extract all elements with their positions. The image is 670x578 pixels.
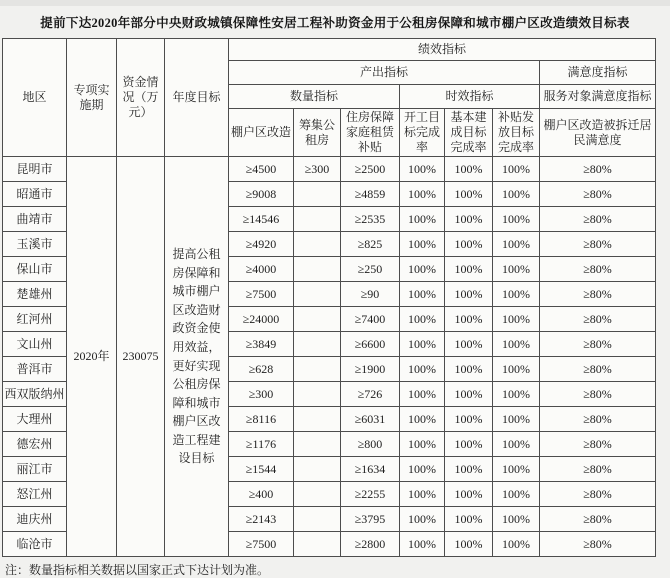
start-rate-cell: 100% xyxy=(400,282,445,307)
satisfaction-cell: ≥80% xyxy=(540,282,656,307)
period-value-cell: 2020年 xyxy=(67,157,117,557)
start-rate-cell: 100% xyxy=(400,357,445,382)
completion-rate-cell: 100% xyxy=(445,482,493,507)
payment-rate-cell: 100% xyxy=(493,532,540,557)
completion-rate-cell: 100% xyxy=(445,307,493,332)
shanty-target-cell: ≥8116 xyxy=(229,407,294,432)
region-cell: 昆明市 xyxy=(3,157,67,182)
satisfaction-cell: ≥80% xyxy=(540,432,656,457)
payment-rate-cell: 100% xyxy=(493,507,540,532)
subsidy-target-cell: ≥250 xyxy=(341,257,400,282)
region-cell: 西双版纳州 xyxy=(3,382,67,407)
payment-rate-cell: 100% xyxy=(493,432,540,457)
shanty-target-cell: ≥7500 xyxy=(229,532,294,557)
header-output: 产出指标 xyxy=(229,61,540,85)
satisfaction-cell: ≥80% xyxy=(540,382,656,407)
completion-rate-cell: 100% xyxy=(445,232,493,257)
rental-target-cell xyxy=(294,507,341,532)
rental-target-cell xyxy=(294,482,341,507)
header-period: 专项实施期 xyxy=(67,39,117,157)
subsidy-target-cell: ≥2255 xyxy=(341,482,400,507)
start-rate-cell: 100% xyxy=(400,532,445,557)
shanty-target-cell: ≥9008 xyxy=(229,182,294,207)
subsidy-target-cell: ≥7400 xyxy=(341,307,400,332)
shanty-target-cell: ≥1176 xyxy=(229,432,294,457)
region-cell: 迪庆州 xyxy=(3,507,67,532)
header-col-start: 开工目标完成率 xyxy=(400,109,445,157)
payment-rate-cell: 100% xyxy=(493,457,540,482)
shanty-target-cell: ≥2143 xyxy=(229,507,294,532)
footnote: 注：数量指标相关数据以国家正式下达计划为准。 xyxy=(5,563,270,577)
region-cell: 保山市 xyxy=(3,257,67,282)
start-rate-cell: 100% xyxy=(400,307,445,332)
payment-rate-cell: 100% xyxy=(493,307,540,332)
subsidy-target-cell: ≥1634 xyxy=(341,457,400,482)
start-rate-cell: 100% xyxy=(400,432,445,457)
payment-rate-cell: 100% xyxy=(493,157,540,182)
table-body xyxy=(3,157,656,557)
satisfaction-cell: ≥80% xyxy=(540,182,656,207)
header-col-subsidy: 住房保障家庭租赁补贴 xyxy=(341,109,400,157)
rental-target-cell: ≥300 xyxy=(294,157,341,182)
start-rate-cell: 100% xyxy=(400,207,445,232)
payment-rate-cell: 100% xyxy=(493,182,540,207)
region-cell: 德宏州 xyxy=(3,432,67,457)
completion-rate-cell: 100% xyxy=(445,157,493,182)
start-rate-cell: 100% xyxy=(400,507,445,532)
region-cell: 玉溪市 xyxy=(3,232,67,257)
satisfaction-cell: ≥80% xyxy=(540,257,656,282)
payment-rate-cell: 100% xyxy=(493,382,540,407)
header-annual-goal: 年度目标 xyxy=(165,39,229,157)
completion-rate-cell: 100% xyxy=(445,207,493,232)
start-rate-cell: 100% xyxy=(400,182,445,207)
shanty-target-cell: ≥1544 xyxy=(229,457,294,482)
header-service-satisfaction: 服务对象满意度指标 xyxy=(540,85,656,109)
header-col-resident-satisfaction: 棚户区改造被拆迁居民满意度 xyxy=(540,109,656,157)
completion-rate-cell: 100% xyxy=(445,357,493,382)
satisfaction-cell: ≥80% xyxy=(540,307,656,332)
completion-rate-cell: 100% xyxy=(445,407,493,432)
rental-target-cell xyxy=(294,207,341,232)
satisfaction-cell: ≥80% xyxy=(540,357,656,382)
region-cell: 文山州 xyxy=(3,332,67,357)
start-rate-cell: 100% xyxy=(400,382,445,407)
completion-rate-cell: 100% xyxy=(445,257,493,282)
region-cell: 丽江市 xyxy=(3,457,67,482)
payment-rate-cell: 100% xyxy=(493,357,540,382)
subsidy-target-cell: ≥2500 xyxy=(341,157,400,182)
shanty-target-cell: ≥3849 xyxy=(229,332,294,357)
region-cell: 红河州 xyxy=(3,307,67,332)
header-timeliness: 时效指标 xyxy=(400,85,540,109)
start-rate-cell: 100% xyxy=(400,232,445,257)
header-satisfaction-group: 满意度指标 xyxy=(540,61,656,85)
start-rate-cell: 100% xyxy=(400,457,445,482)
region-cell: 普洱市 xyxy=(3,357,67,382)
satisfaction-cell: ≥80% xyxy=(540,207,656,232)
region-cell: 楚雄州 xyxy=(3,282,67,307)
region-cell: 昭通市 xyxy=(3,182,67,207)
completion-rate-cell: 100% xyxy=(445,457,493,482)
subsidy-target-cell: ≥6600 xyxy=(341,332,400,357)
shanty-target-cell: ≥4000 xyxy=(229,257,294,282)
rental-target-cell xyxy=(294,182,341,207)
satisfaction-cell: ≥80% xyxy=(540,407,656,432)
subsidy-target-cell: ≥4859 xyxy=(341,182,400,207)
header-col-payment: 补贴发放目标完成率 xyxy=(493,109,540,157)
satisfaction-cell: ≥80% xyxy=(540,157,656,182)
rental-target-cell xyxy=(294,432,341,457)
completion-rate-cell: 100% xyxy=(445,332,493,357)
funds-value-cell: 230075 xyxy=(117,157,165,557)
region-cell: 曲靖市 xyxy=(3,207,67,232)
start-rate-cell: 100% xyxy=(400,332,445,357)
table-row xyxy=(3,157,656,182)
performance-table xyxy=(2,38,656,557)
payment-rate-cell: 100% xyxy=(493,232,540,257)
rental-target-cell xyxy=(294,532,341,557)
start-rate-cell: 100% xyxy=(400,482,445,507)
header-region: 地区 xyxy=(3,39,67,157)
table-header xyxy=(3,39,656,157)
header-col-shanty: 棚户区改造 xyxy=(229,109,294,157)
payment-rate-cell: 100% xyxy=(493,207,540,232)
shanty-target-cell: ≥300 xyxy=(229,382,294,407)
satisfaction-cell: ≥80% xyxy=(540,457,656,482)
subsidy-target-cell: ≥2800 xyxy=(341,532,400,557)
subsidy-target-cell: ≥825 xyxy=(341,232,400,257)
start-rate-cell: 100% xyxy=(400,407,445,432)
subsidy-target-cell: ≥726 xyxy=(341,382,400,407)
completion-rate-cell: 100% xyxy=(445,432,493,457)
rental-target-cell xyxy=(294,282,341,307)
completion-rate-cell: 100% xyxy=(445,182,493,207)
header-col-rental: 筹集公租房 xyxy=(294,109,341,157)
satisfaction-cell: ≥80% xyxy=(540,232,656,257)
subsidy-target-cell: ≥1900 xyxy=(341,357,400,382)
annual-goal-value-cell: 提高公租房保障和城市棚户区改造财政资金使用效益，更好实现公租房保障和城市棚户区改造工程建设目标 xyxy=(165,157,229,557)
rental-target-cell xyxy=(294,407,341,432)
shanty-target-cell: ≥7500 xyxy=(229,282,294,307)
satisfaction-cell: ≥80% xyxy=(540,532,656,557)
payment-rate-cell: 100% xyxy=(493,332,540,357)
shanty-target-cell: ≥14546 xyxy=(229,207,294,232)
payment-rate-cell: 100% xyxy=(493,407,540,432)
completion-rate-cell: 100% xyxy=(445,282,493,307)
subsidy-target-cell: ≥90 xyxy=(341,282,400,307)
payment-rate-cell: 100% xyxy=(493,282,540,307)
shanty-target-cell: ≥24000 xyxy=(229,307,294,332)
rental-target-cell xyxy=(294,382,341,407)
region-cell: 怒江州 xyxy=(3,482,67,507)
payment-rate-cell: 100% xyxy=(493,257,540,282)
completion-rate-cell: 100% xyxy=(445,507,493,532)
satisfaction-cell: ≥80% xyxy=(540,482,656,507)
subsidy-target-cell: ≥800 xyxy=(341,432,400,457)
region-cell: 临沧市 xyxy=(3,532,67,557)
rental-target-cell xyxy=(294,232,341,257)
start-rate-cell: 100% xyxy=(400,157,445,182)
header-quantity: 数量指标 xyxy=(229,85,400,109)
subsidy-target-cell: ≥2535 xyxy=(341,207,400,232)
completion-rate-cell: 100% xyxy=(445,532,493,557)
subsidy-target-cell: ≥6031 xyxy=(341,407,400,432)
rental-target-cell xyxy=(294,257,341,282)
shanty-target-cell: ≥4920 xyxy=(229,232,294,257)
satisfaction-cell: ≥80% xyxy=(540,507,656,532)
region-cell: 大理州 xyxy=(3,407,67,432)
start-rate-cell: 100% xyxy=(400,257,445,282)
rental-target-cell xyxy=(294,332,341,357)
completion-rate-cell: 100% xyxy=(445,382,493,407)
rental-target-cell xyxy=(294,457,341,482)
shanty-target-cell: ≥4500 xyxy=(229,157,294,182)
rental-target-cell xyxy=(294,357,341,382)
subsidy-target-cell: ≥3795 xyxy=(341,507,400,532)
shanty-target-cell: ≥628 xyxy=(229,357,294,382)
page-title: 提前下达2020年部分中央财政城镇保障性安居工程补助资金用于公租房保障和城市棚户区改造绩效目标表 xyxy=(40,16,630,30)
shanty-target-cell: ≥400 xyxy=(229,482,294,507)
satisfaction-cell: ≥80% xyxy=(540,332,656,357)
payment-rate-cell: 100% xyxy=(493,482,540,507)
header-performance: 绩效指标 xyxy=(229,39,656,61)
header-funds: 资金情况（万元） xyxy=(117,39,165,157)
header-col-completion: 基本建成目标完成率 xyxy=(445,109,493,157)
rental-target-cell xyxy=(294,307,341,332)
